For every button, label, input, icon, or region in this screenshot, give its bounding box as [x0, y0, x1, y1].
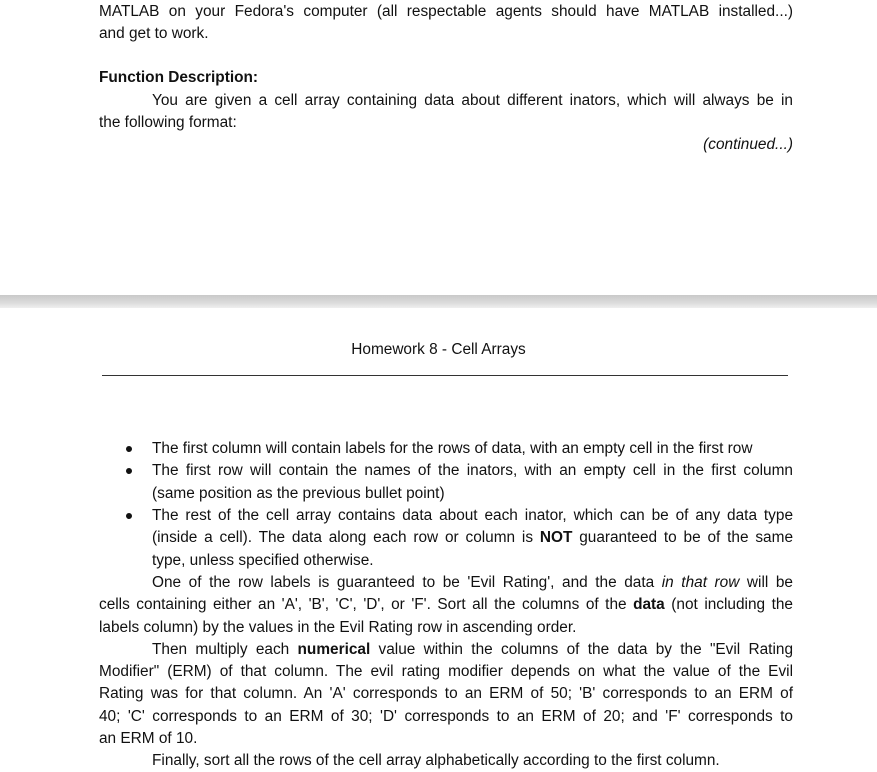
evil-para-line-1: One of the row labels is guaranteed to be 'Evil Rating', and the data in that row will be	[152, 574, 793, 591]
bullet-dot-3	[126, 513, 132, 519]
final-para-line: Finally, sort all the rows of the cell array alphabetically according to the first column.	[152, 752, 720, 769]
function-description-heading: Function Description:	[99, 69, 259, 86]
bullet-1-line-1: The first column will contain labels for the rows of data, with an empty cell in the first row	[152, 440, 753, 457]
multiply-para-line-3: Rating was for that column. An 'A' corresponds to an ERM of 50; 'B' corresponds to an ERM of	[99, 685, 793, 702]
intro-line-2: and get to work.	[99, 25, 209, 42]
multiply-para-line-1: Then multiply each numerical value within the columns of the data by the "Evil Rating	[152, 641, 794, 658]
page-break-band	[0, 295, 877, 308]
evil-para-line-2: cells containing either an 'A', 'B', 'C', 'D', or 'F'. Sort all the columns of the data (not including the	[99, 596, 793, 613]
function-description-line-2: the following format:	[99, 114, 237, 131]
bullet-3-line-3: type, unless specified otherwise.	[152, 552, 374, 569]
function-description-line-1: You are given a cell array containing data about different inators, which will always be in	[152, 92, 793, 109]
page-header: Homework 8 - Cell Arrays	[351, 341, 526, 358]
bullet-2-line-1: The first row will contain the names of the inators, with an empty cell in the first column	[152, 462, 793, 479]
header-rule	[102, 375, 788, 376]
bullet-3-line-2: (inside a cell). The data along each row or column is NOT guaranteed to be of the same	[152, 529, 793, 546]
continued-note: (continued...)	[703, 136, 793, 153]
bullet-2-line-2: (same position as the previous bullet point)	[152, 485, 445, 502]
multiply-para-line-5: an ERM of 10.	[99, 730, 198, 747]
multiply-para-line-4: 40; 'C' corresponds to an ERM of 30; 'D' corresponds to an ERM of 20; and 'F' corresponds to	[99, 708, 793, 725]
multiply-para-line-2: Modifier" (ERM) of that column. The evil rating modifier depends on what the value of the Evil	[99, 663, 793, 680]
intro-line-1: MATLAB on your Fedora's computer (all respectable agents should have MATLAB installed...)	[99, 3, 793, 20]
evil-para-line-3: labels column) by the values in the Evil Rating row in ascending order.	[99, 619, 577, 636]
bullet-3-line-1: The rest of the cell array contains data about each inator, which can be of any data type	[152, 507, 793, 524]
bullet-dot-1	[126, 446, 132, 452]
bullet-dot-2	[126, 468, 132, 474]
